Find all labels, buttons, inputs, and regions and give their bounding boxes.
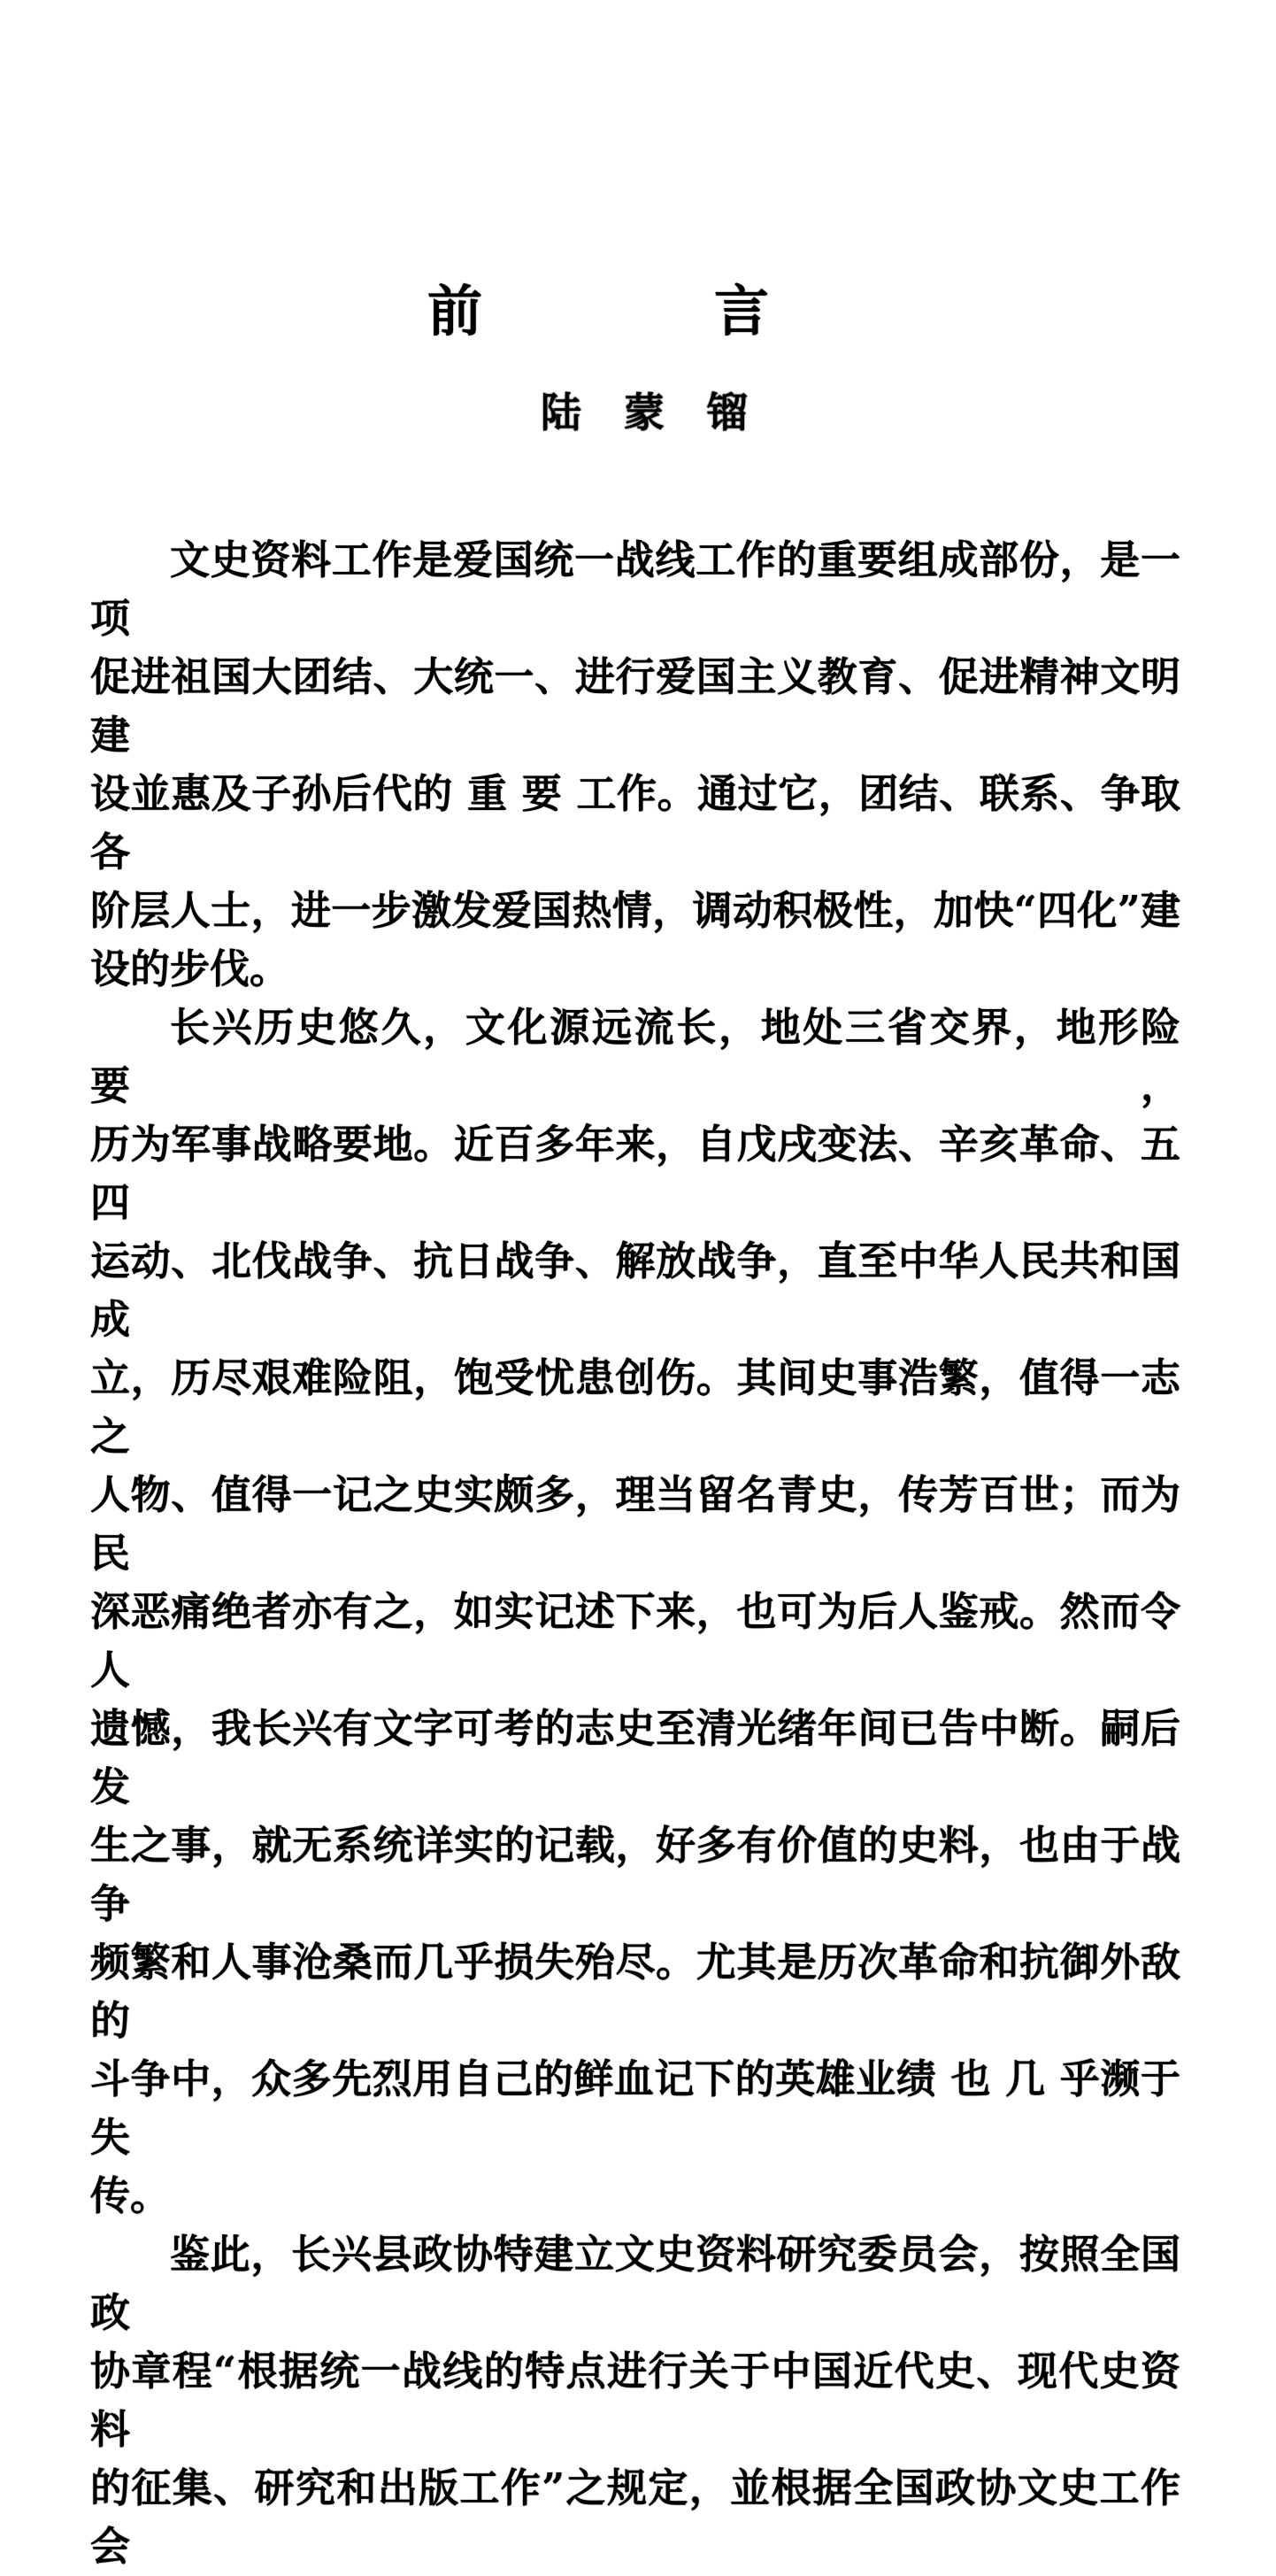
text-line: 文史资料工作是爱国统一战线工作的重要组成部份，是一项 — [90, 536, 1180, 642]
document-body — [90, 531, 1180, 2576]
paragraph — [90, 2225, 1180, 2576]
text-line: 深恶痛绝者亦有之，如实记述下来，也可为后人鉴戒。然而令人 — [90, 1588, 1180, 1693]
text-line: 协章程“根据统一战线的特点进行关于中国近代史、现代史资料 — [90, 2348, 1180, 2453]
title-char-right: 言 — [714, 279, 770, 343]
text-line: 的征集、研究和出版工作”之规定，並根据全国政协文史工作会 — [90, 2464, 1180, 2570]
text-line: 遗憾，我长兴有文字可考的志史至清光绪年间已告中断。嗣后发 — [90, 1705, 1180, 1810]
paragraph — [90, 531, 1180, 999]
text-line: 立，历尽艰难险阻，饱受忧患创伤。其间史事浩繁，值得一志之 — [90, 1354, 1180, 1460]
text-line: 阶层人士，进一步激发爱国热情，调动积极性，加快“四化”建 — [90, 887, 1180, 934]
author-name — [12, 388, 1276, 437]
text-line: 斗争中，众多先烈用自己的鲜血记下的英雄业绩 也 几 乎濒于失 — [90, 2055, 1180, 2161]
text-line: 鉴此，长兴县政协特建立文史资料研究委员会，按照全国政 — [90, 2231, 1180, 2336]
title-char-left: 前 — [427, 279, 482, 343]
text-line: 生之事，就无系统详实的记载，好多有价值的史料，也由于战争 — [90, 1822, 1180, 1927]
author-char: 蒙 — [624, 389, 665, 436]
page-title — [0, 280, 1230, 343]
text-line: 人物、值得一记之史实颇多，理当留名青史，传芳百世；而为民 — [90, 1471, 1180, 1577]
text-line: 历为军事战略要地。近百多年来，自戊戌变法、辛亥革命、五四 — [90, 1121, 1180, 1226]
text-line: 促进祖国大团结、大统一、进行爱国主义教育、促进精神文明建 — [90, 653, 1180, 759]
text-line: 运动、北伐战争、抗日战争、解放战争，直至中华人民共和国成 — [90, 1238, 1180, 1343]
paragraph — [90, 999, 1180, 2225]
text-line: 设的步伐。 — [90, 945, 290, 992]
text-line: 长兴历史悠久，文化源远流长，地处三省交界，地形险要， — [90, 1004, 1180, 1109]
text-line: 传。 — [90, 2172, 171, 2219]
text-line: 设並惠及子孙后代的 重 要 工作。通过它，团结、联系、争取各 — [90, 770, 1180, 875]
text-line: 频繁和人事沧桑而几乎损失殆尽。尤其是历次革命和抗御外敌的 — [90, 1939, 1180, 2044]
author-char: 陆 — [541, 389, 581, 436]
author-char: 镏 — [707, 389, 748, 436]
